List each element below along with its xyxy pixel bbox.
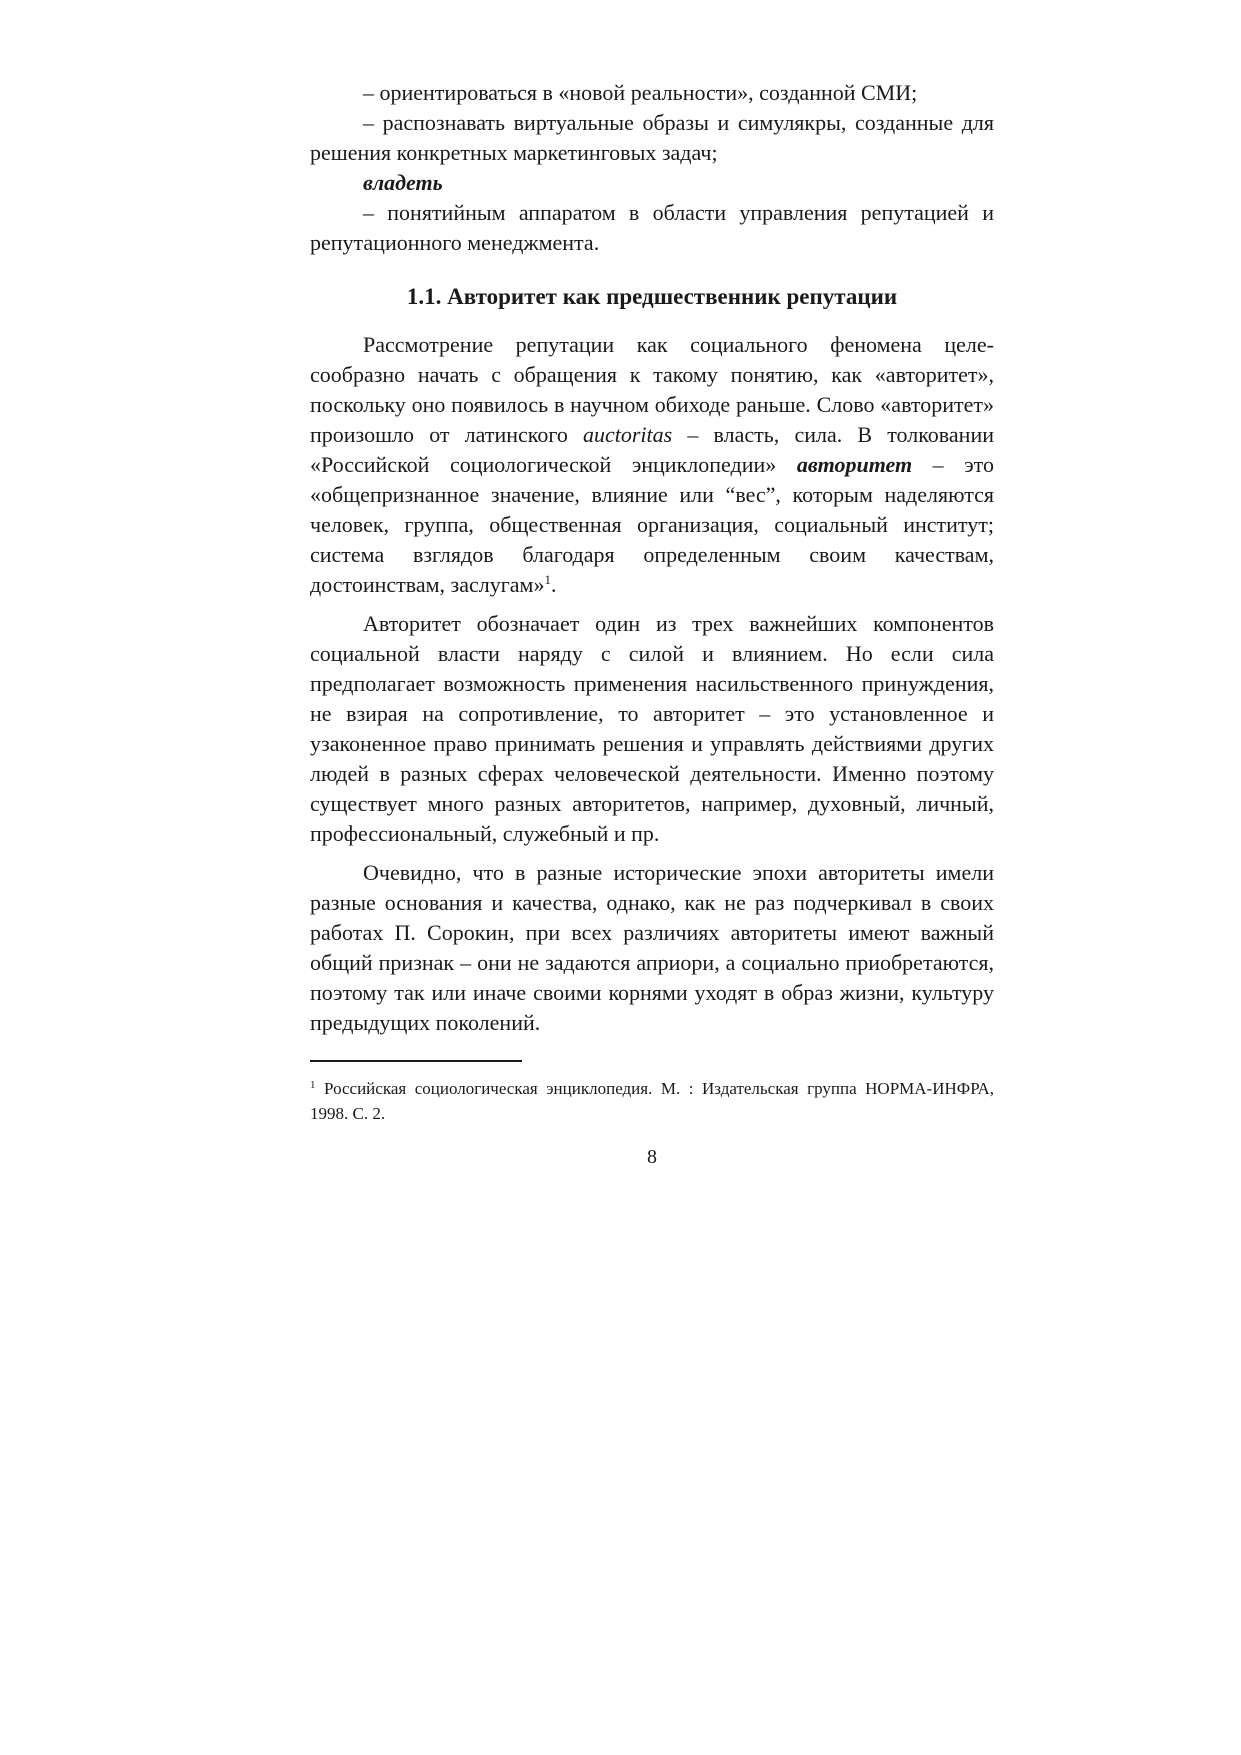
list-item: – распознавать виртуальные образы и симулякры, созданные для решения конкретных маркетинговых задач;	[310, 110, 994, 165]
paragraph-text: .	[550, 572, 557, 597]
paragraph	[310, 330, 994, 600]
own-label: владеть	[363, 170, 443, 195]
page-number: 8	[647, 1146, 657, 1168]
paragraph: Авторитет обозначает один из трех важнейших компонентов социальной власти наряду с силой и влиянием. Но если сила предполагает возможность применения насильственного принуждения, не взирая на сопротивление, то авторитет – это установленное и узаконенное право принимать решения и управлять действиями других людей в разных сферах человеческой деятельности. Именно поэтому существует много разных авторитетов, например, духовный, личный, профессиональный, служебный и пр.	[310, 611, 994, 846]
body-text	[310, 330, 994, 1038]
footnote-divider	[310, 1060, 522, 1062]
paragraph-text: Рассмотрение репутации как социального феномена целесообразно начать с обращения к такому понятию, как «авторитет», поскольку оно появилось в научном обиходе раньше. Слово «авторитет» произошло от латинского	[310, 332, 994, 447]
paragraph-text: – это «общепризнанное значение, влияние или “вес”, которым наделяются человек, группа, общественная организация, социальный институт; система взглядов благодаря определенным своим качествам, достоинствам, заслугам»	[310, 452, 994, 597]
document-page	[310, 78, 994, 1170]
section-heading: 1.1. Авторитет как предшественник репутации	[406, 284, 898, 309]
paragraph-text: – власть, сила. В толковании «Российской социологической энциклопедии»	[310, 422, 994, 477]
list-item: – понятийным аппаратом в области управления репутацией и репутационного менеджмента.	[310, 200, 994, 255]
competency-label	[310, 168, 994, 198]
footnote-number: 1	[310, 1079, 316, 1091]
footnote-reference[interactable]: 1	[544, 572, 551, 587]
latin-term: auctoritas	[582, 422, 673, 447]
list-item: – ориентироваться в «новой реальности», созданной СМИ;	[363, 80, 918, 105]
competency-list	[310, 78, 994, 258]
paragraph: Очевидно, что в разные исторические эпохи авторитеты имели разные основания и качества, однако, как не раз подчеркивал в своих работах П. Сорокин, при всех различиях авторитеты имеют важный общий признак – они не задаются априори, а социально приобретаются, поэтому так или иначе своими корнями уходят в образ жизни, культуру предыдущих поколений.	[310, 860, 994, 1035]
defined-term: авторитет	[796, 452, 913, 477]
footnote	[310, 1076, 994, 1126]
footnote-text: Российская социологическая энциклопедия. М. : Издательская группа НОРМА-ИНФРА, 1998. С. 2.	[310, 1079, 994, 1123]
